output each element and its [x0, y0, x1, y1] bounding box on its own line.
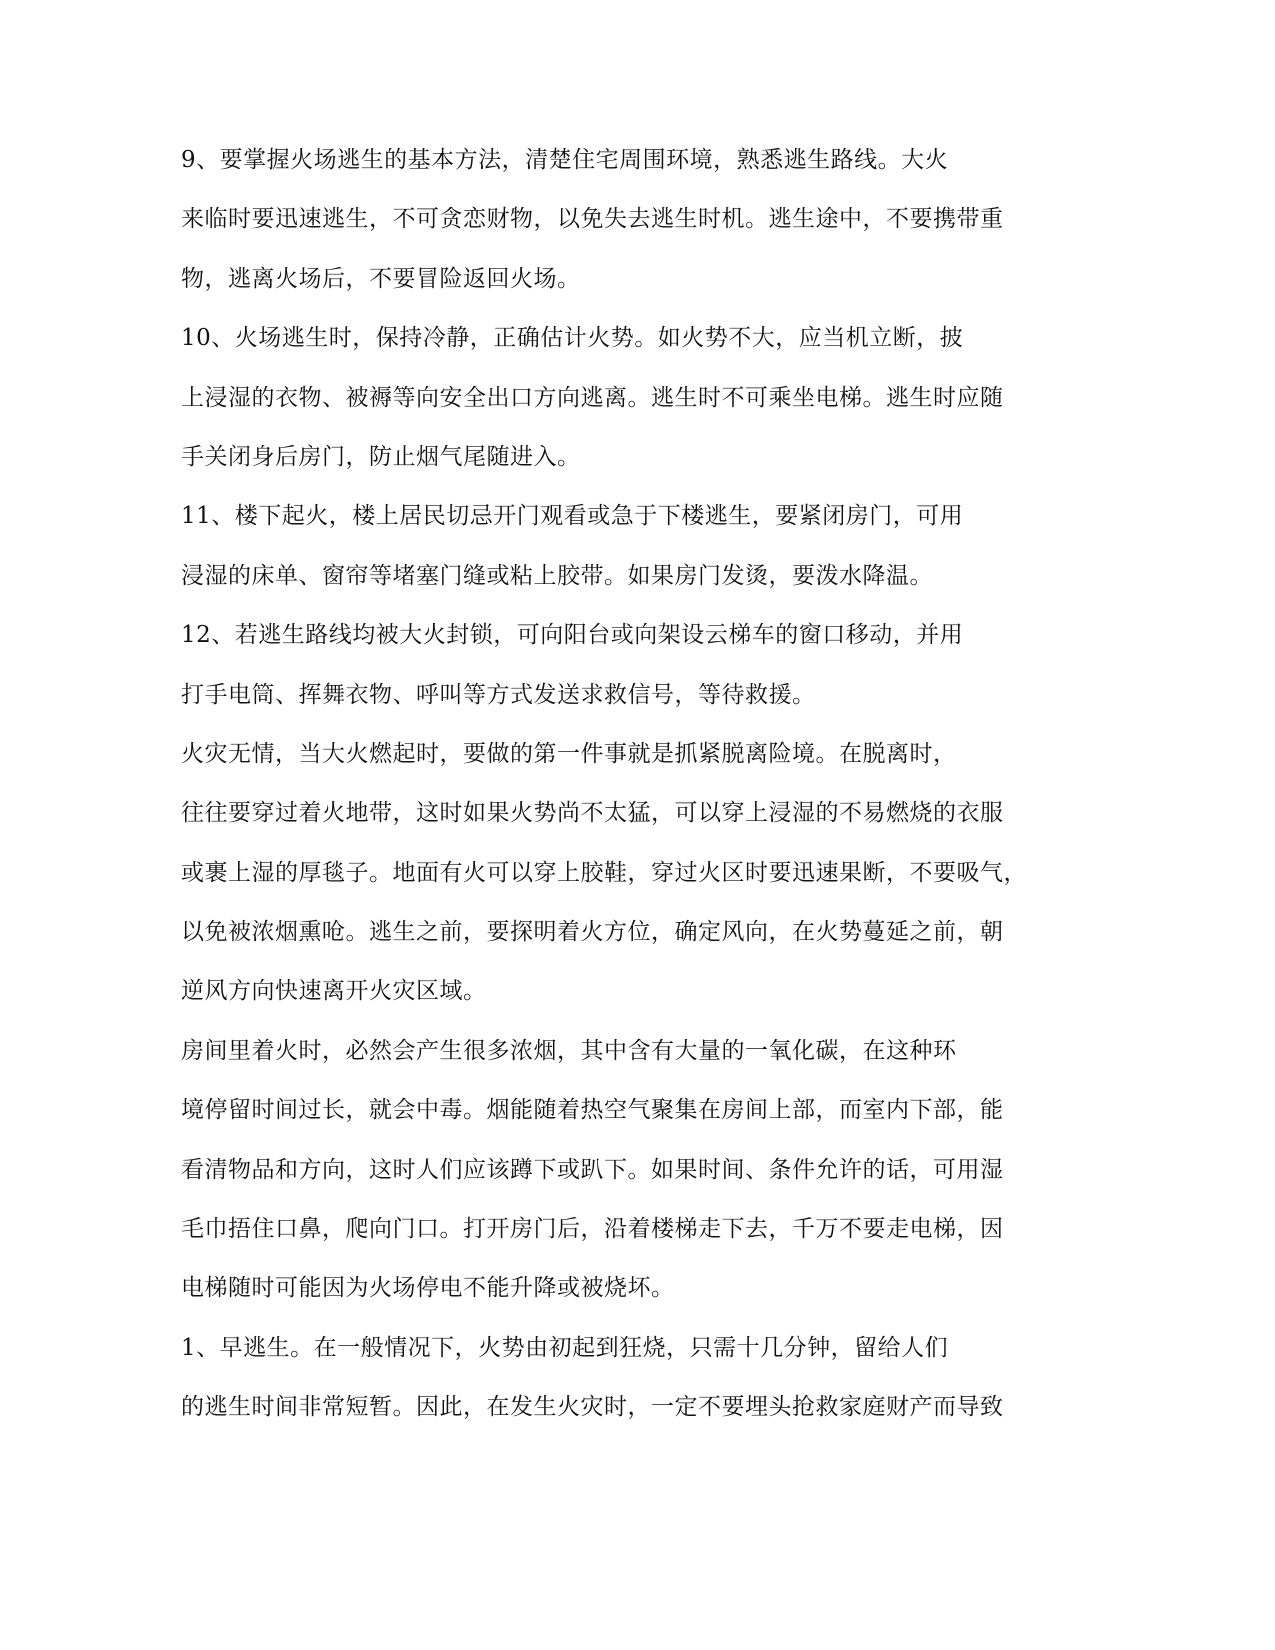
body-text — [181, 140, 1061, 1447]
text-line: 毛巾捂住口鼻，爬向门口。打开房门后，沿着楼梯走下去，千万不要走电梯，因 — [181, 1216, 1004, 1243]
text-line: 1、早逃生。在一般情况下，火势由初起到狂烧，只需十几分钟，留给人们 — [181, 1334, 949, 1361]
text-line: 境停留时间过长，就会中毒。烟能随着热空气聚集在房间上部，而室内下部，能 — [181, 1097, 1004, 1124]
text-line: 来临时要迅速逃生，不可贪恋财物，以免失去逃生时机。逃生途中，不要携带重 — [181, 206, 1004, 233]
text-line: 10、火场逃生时，保持冷静，正确估计火势。如火势不大，应当机立断，披 — [181, 325, 964, 352]
text-line: 浸湿的床单、窗帘等堵塞门缝或粘上胶带。如果房门发烫，要泼水降温。 — [181, 562, 933, 589]
text-line: 以免被浓烟熏呛。逃生之前，要探明着火方位，确定风向，在火势蔓延之前，朝 — [181, 919, 1004, 946]
text-line: 物，逃离火场后，不要冒险返回火场。 — [181, 265, 581, 292]
text-line: 电梯随时可能因为火场停电不能升降或被烧坏。 — [181, 1275, 675, 1302]
text-line: 上浸湿的衣物、被褥等向安全出口方向逃离。逃生时不可乘坐电梯。逃生时应随 — [181, 384, 1004, 411]
text-line: 看清物品和方向，这时人们应该蹲下或趴下。如果时间、条件允许的话，可用湿 — [181, 1156, 1004, 1183]
text-line: 打手电筒、挥舞衣物、呼叫等方式发送求救信号，等待救援。 — [181, 681, 816, 708]
text-line: 房间里着火时，必然会产生很多浓烟，其中含有大量的一氧化碳，在这种环 — [181, 1037, 957, 1064]
text-line: 12、若逃生路线均被大火封锁，可向阳台或向架设云梯车的窗口移动，并用 — [181, 622, 964, 649]
text-line: 或裹上湿的厚毯子。地面有火可以穿上胶鞋，穿过火区时要迅速果断，不要吸气， — [181, 859, 1027, 886]
text-line: 手关闭身后房门，防止烟气尾随进入。 — [181, 443, 581, 470]
text-line: 9、要掌握火场逃生的基本方法，清楚住宅周围环境，熟悉逃生路线。大火 — [181, 147, 949, 173]
text-line: 逆风方向快速离开火灾区域。 — [181, 978, 487, 1005]
text-line: 的逃生时间非常短暂。因此，在发生火灾时，一定不要埋头抢救家庭财产而导致 — [181, 1394, 1004, 1421]
text-line: 11、楼下起火，楼上居民切忌开门观看或急于下楼逃生，要紧闭房门，可用 — [181, 503, 964, 530]
text-line: 往往要穿过着火地带，这时如果火势尚不太猛，可以穿上浸湿的不易燃烧的衣服 — [181, 800, 1004, 827]
text-line: 火灾无情，当大火燃起时，要做的第一件事就是抓紧脱离险境。在脱离时， — [181, 740, 957, 767]
